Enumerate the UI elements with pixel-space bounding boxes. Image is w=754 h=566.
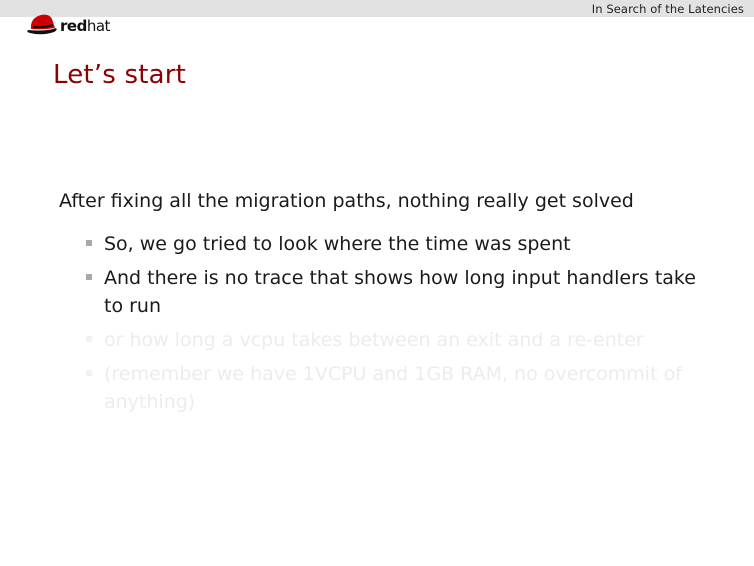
bullet-item-faded <box>104 360 714 416</box>
logo-wordmark-bold: red <box>60 17 87 35</box>
bullet-marker <box>86 240 92 246</box>
bullet-marker <box>86 274 92 280</box>
bullet-text: or how long a vcpu takes between an exit and a re-enter <box>104 329 644 351</box>
intro-text: After fixing all the migration paths, nothing really get solved <box>59 190 634 212</box>
presentation-title: In Search of the Latencies <box>591 2 744 16</box>
bullet-text: So, we go tried to look where the time was spent <box>104 233 571 255</box>
bullet-text: And there is no trace that shows how long input handlers take to run <box>104 267 696 317</box>
bullet-item-faded <box>104 326 714 354</box>
bullet-list <box>104 230 714 422</box>
logo-wordmark-light: hat <box>86 17 110 35</box>
logo-wordmark <box>60 17 110 35</box>
bullet-item <box>104 230 714 258</box>
redhat-logo <box>24 10 134 38</box>
bullet-text: (remember we have 1VCPU and 1GB RAM, no overcommit of anything) <box>104 363 682 413</box>
bullet-marker <box>86 370 92 376</box>
bullet-item <box>104 264 714 320</box>
shadowman-hat-icon <box>24 10 64 38</box>
slide-title: Let’s start <box>53 60 187 90</box>
bullet-marker <box>86 336 92 342</box>
